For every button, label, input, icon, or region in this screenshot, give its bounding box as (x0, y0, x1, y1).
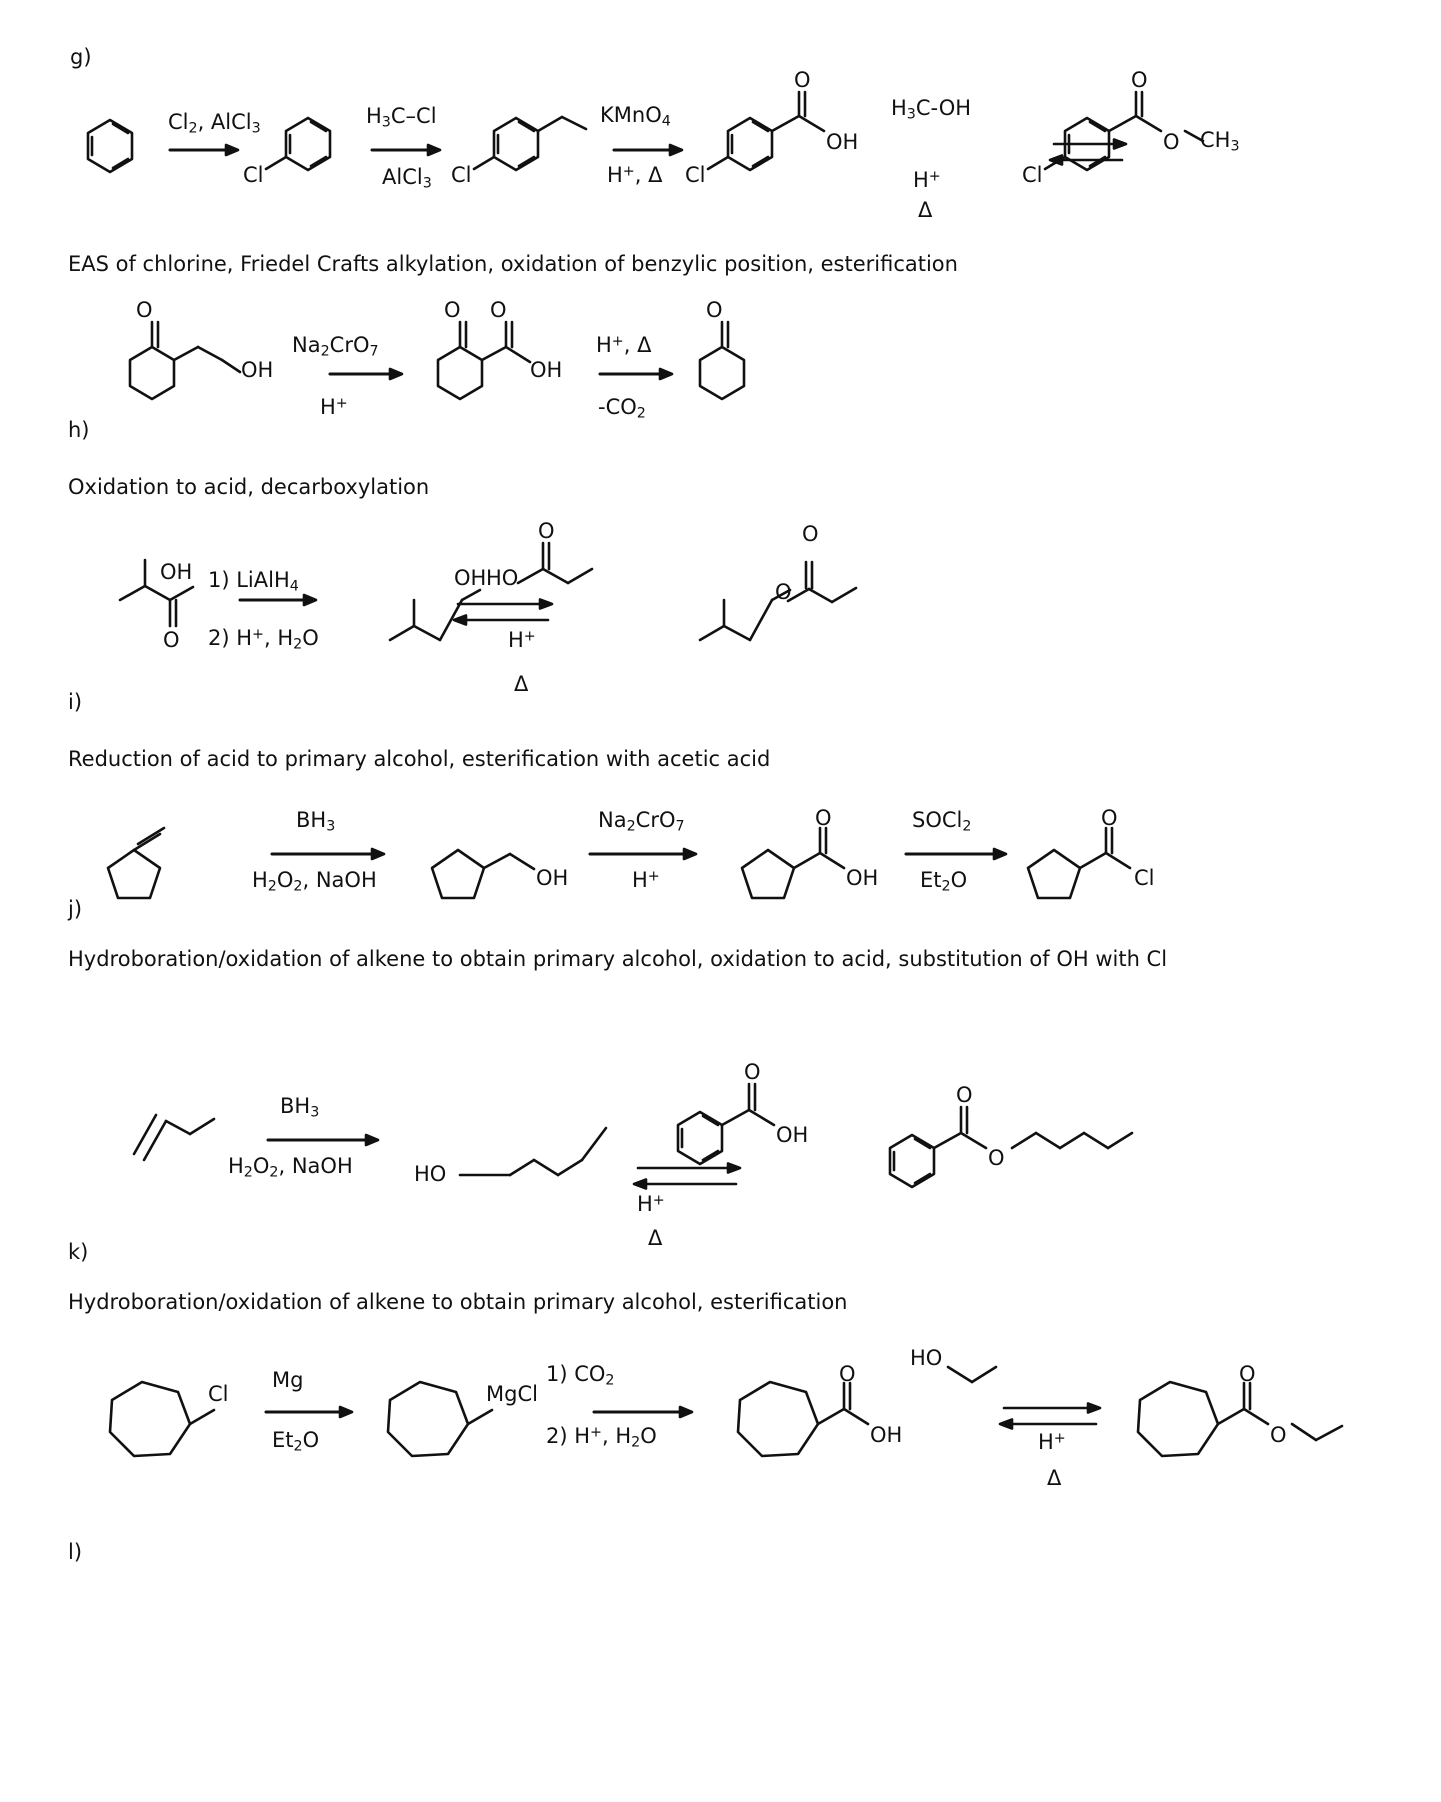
atom-l-oh: OH (870, 1423, 903, 1447)
reagent-k2-below: H+ (637, 1192, 665, 1216)
atom-k-o2: O (956, 1083, 973, 1107)
reagent-g4-heat: Δ (918, 198, 933, 222)
reagent-j3-below: $Et_2O$ (920, 868, 968, 895)
atom-i-ho: HO (486, 566, 519, 590)
reagent-j1-below: $H_2O_2$, NaOH (252, 868, 377, 895)
atom-i-o4: O (802, 522, 819, 546)
reagent-i1-above: 1) LiAlH$_4$ (208, 568, 299, 595)
reagent-i2-below: H+ (508, 628, 536, 652)
atom-i-o3: O (775, 580, 792, 604)
atom-g-o1: O (794, 68, 811, 92)
atom-k-ho: HO (414, 1162, 447, 1186)
atom-g-cl3: Cl (685, 163, 706, 187)
reagent-j3-above: SOCl$_2$ (912, 808, 972, 835)
reagent-h1-below: H+ (320, 395, 348, 419)
atom-i-oh2: OH (454, 566, 487, 590)
atom-g-cl2: Cl (451, 163, 472, 187)
atom-k-oh1: OH (776, 1123, 809, 1147)
part-label-k: k) (68, 1240, 89, 1264)
reagent-h2-above: H+, Δ (596, 333, 652, 357)
atom-i-o1: O (163, 628, 180, 652)
atom-i-o2: O (538, 519, 555, 543)
reagent-l3-heat: Δ (1047, 1466, 1062, 1490)
reagent-g4-below: H+ (913, 168, 941, 192)
caption-g: EAS of chlorine, Friedel Crafts alkylation, oxidation of benzylic position, esterification (68, 252, 958, 276)
part-label-l: l) (68, 1540, 83, 1564)
atom-h-o1: O (136, 298, 153, 322)
reagent-l3-below: H+ (1038, 1430, 1066, 1454)
reagent-l2-above: 1) $CO_2$ (546, 1362, 615, 1389)
atom-h-o3: O (490, 298, 507, 322)
atom-g-cl4: Cl (1022, 163, 1043, 187)
atom-j-oh2: OH (846, 866, 879, 890)
reagent-l2-below: 2) H+, $H_2O$ (546, 1424, 657, 1451)
atom-h-o4: O (706, 298, 723, 322)
reagent-g4-above: $H_3C-OH$ (891, 96, 972, 123)
reagent-i2-heat: Δ (514, 672, 529, 696)
atom-j-oh1: OH (536, 866, 569, 890)
reagent-l1-above: Mg (272, 1368, 304, 1392)
atom-k-o3: O (988, 1146, 1005, 1170)
atom-l-mgcl: MgCl (486, 1382, 538, 1406)
reagent-g3-above: KMnO$_4$ (600, 103, 671, 130)
atom-h-oh2: OH (530, 358, 563, 382)
atom-j-o1: O (815, 806, 832, 830)
atom-h-oh1: OH (241, 358, 274, 382)
atom-l-ho: HO (910, 1346, 943, 1370)
part-label-h: h) (68, 418, 90, 442)
caption-i: Reduction of acid to primary alcohol, esterification with acetic acid (68, 747, 771, 771)
part-label-g: g) (70, 45, 92, 69)
atom-l-cl: Cl (208, 1382, 229, 1406)
atom-j-o2: O (1101, 806, 1118, 830)
reagent-h1-above: $Na_2CrO_7$ (292, 333, 379, 360)
reagent-g2-above: $H_3C-Cl$ (366, 104, 437, 131)
reagent-j2-below: H+ (632, 868, 660, 892)
atom-j-cl: Cl (1134, 866, 1155, 890)
reagent-k1-below: $H_2O_2$, NaOH (228, 1154, 353, 1181)
atom-l-o1: O (839, 1362, 856, 1386)
atom-g-cl1: Cl (243, 163, 264, 187)
atom-h-o2: O (444, 298, 461, 322)
atom-g-o3: O (1163, 130, 1180, 154)
part-label-i: i) (68, 690, 83, 714)
reagent-j1-above: $BH_3$ (296, 808, 336, 835)
atom-g-o2: O (1131, 68, 1148, 92)
reagent-k2-heat: Δ (648, 1226, 663, 1250)
atom-k-o1: O (744, 1060, 761, 1084)
reagent-k1-above: $BH_3$ (280, 1094, 320, 1121)
reagent-g1-above: $Cl_2$, AlCl$_3$ (168, 110, 261, 137)
part-label-j: j) (68, 897, 83, 921)
caption-k: Hydroboration/oxidation of alkene to obtain primary alcohol, esterification (68, 1290, 848, 1314)
reagent-l1-below: $Et_2O$ (272, 1428, 320, 1455)
atom-i-oh1: OH (160, 560, 193, 584)
reagent-g3-below: H+, Δ (607, 163, 663, 187)
reagent-i1-below: 2) H+, $H_2O$ (208, 626, 319, 653)
atom-l-o3: O (1270, 1423, 1287, 1447)
atom-g-ch3: $CH_3$ (1200, 128, 1240, 155)
reagent-g2-below: AlCl$_3$ (382, 165, 432, 192)
reagent-h2-below: $-CO_2$ (598, 395, 646, 422)
caption-j: Hydroboration/oxidation of alkene to obtain primary alcohol, oxidation to acid, substitution of OH with Cl (68, 947, 1168, 971)
reagent-j2-above: $Na_2CrO_7$ (598, 808, 685, 835)
atom-l-o2: O (1239, 1362, 1256, 1386)
atom-g-oh1: OH (826, 130, 859, 154)
caption-h: Oxidation to acid, decarboxylation (68, 475, 430, 499)
